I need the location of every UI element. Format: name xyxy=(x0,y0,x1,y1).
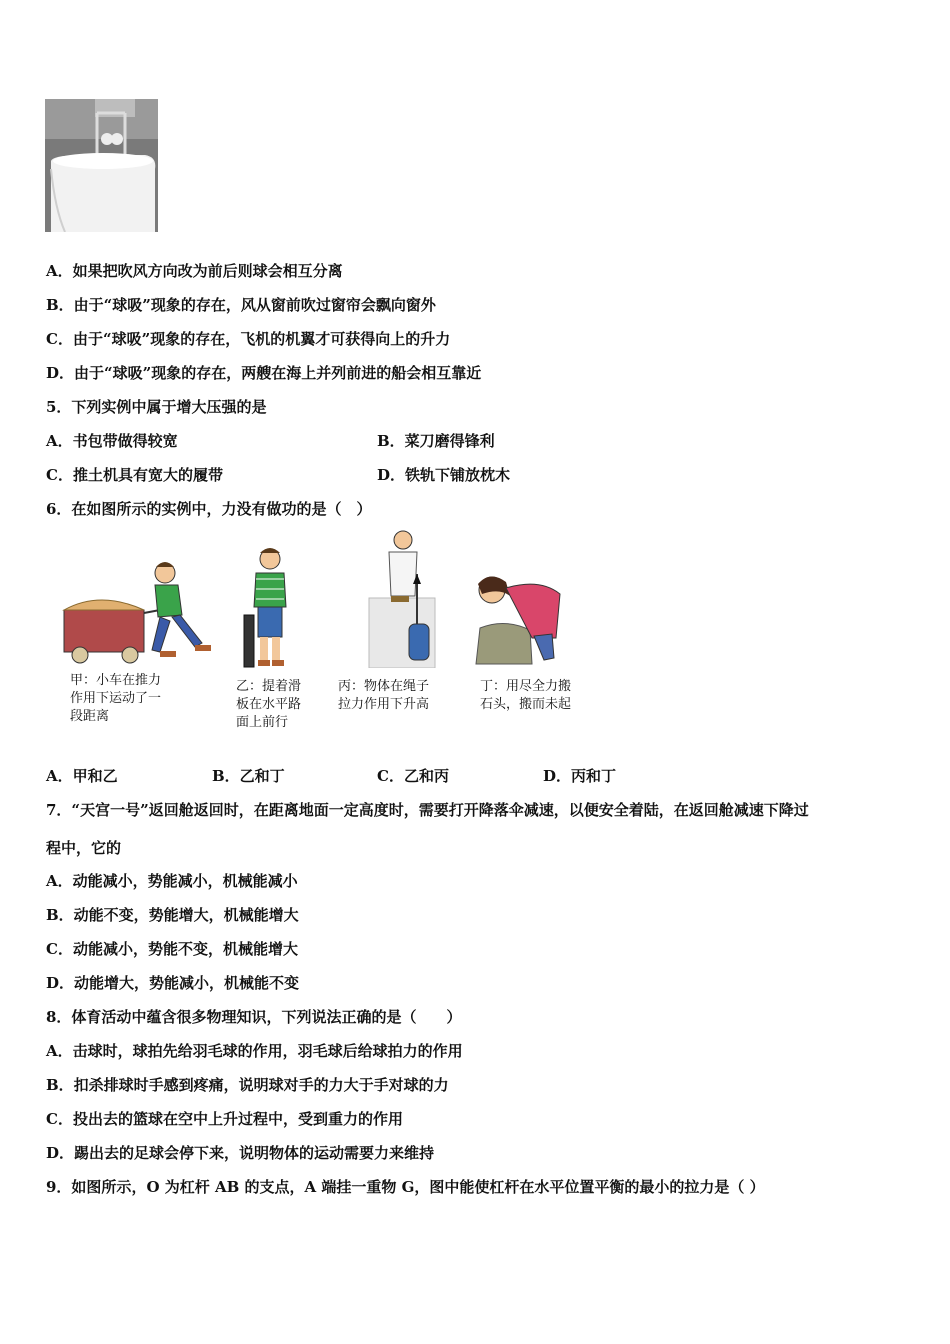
q5-option-a: A．书包带做得较宽 xyxy=(46,432,178,450)
q6-caption-jia-1: 甲：小车在推力 xyxy=(70,673,162,688)
q6-caption-yi-3: 面上前行 xyxy=(236,715,289,730)
q6-option-d: D．丙和丁 xyxy=(543,767,617,785)
lift-stone-figure xyxy=(460,568,570,668)
q7-option-c: C．动能减小，势能不变，机械能增大 xyxy=(46,940,298,958)
q6-caption-ding-1: 丁：用尽全力搬 xyxy=(480,679,572,694)
q8-option-d: D．踢出去的足球会停下来，说明物体的运动需要力来维持 xyxy=(46,1144,435,1162)
cart-push-figure xyxy=(60,555,220,665)
q5-option-c: C．推土机具有宽大的履带 xyxy=(46,466,223,484)
ball-suction-photo xyxy=(45,99,158,232)
q4-option-b: B．由于“球吸”现象的存在，风从窗前吹过窗帘会飘向窗外 xyxy=(46,296,436,314)
q5-option-d: D．铁轨下铺放枕木 xyxy=(377,466,511,484)
q8-option-c: C．投出去的篮球在空中上升过程中，受到重力的作用 xyxy=(46,1110,403,1128)
q6-option-c: C．乙和丙 xyxy=(377,767,449,785)
q7-stem-line2: 程中，它的 xyxy=(46,839,122,857)
q6-caption-jia-3: 段距离 xyxy=(70,709,110,724)
q5-stem: 5．下列实例中属于增大压强的是 xyxy=(46,398,267,416)
q6-stem: 6．在如图所示的实例中，力没有做功的是（ ） xyxy=(46,500,372,518)
q8-option-a: A．击球时，球拍先给羽毛球的作用，羽毛球后给球拍力的作用 xyxy=(46,1042,463,1060)
q7-option-a: A．动能减小，势能减小，机械能减小 xyxy=(46,872,298,890)
q6-option-b: B．乙和丁 xyxy=(212,767,285,785)
q7-option-b: B．动能不变，势能增大，机械能增大 xyxy=(46,906,299,924)
q7-option-d: D．动能增大，势能减小，机械能不变 xyxy=(46,974,300,992)
q7-stem-line1: 7．“天宫一号”返回舱返回时，在距离地面一定高度时，需要打开降落伞减速，以便安全着陆，在返回舱减速下降过 xyxy=(46,801,809,819)
q5-option-b: B．菜刀磨得锋利 xyxy=(377,432,495,450)
q4-option-c: C．由于“球吸”现象的存在，飞机的机翼才可获得向上的升力 xyxy=(46,330,451,348)
q6-caption-jia-2: 作用下运动了一 xyxy=(70,691,162,706)
q6-caption-ding-2: 石头，搬而未起 xyxy=(480,697,572,712)
q8-stem: 8．体育活动中蕴含很多物理知识，下列说法正确的是（ ） xyxy=(46,1008,462,1026)
q6-option-a: A．甲和乙 xyxy=(46,767,118,785)
q6-caption-bing-2: 拉力作用下升高 xyxy=(338,697,430,712)
rope-lift-figure xyxy=(365,528,440,668)
q4-option-d: D．由于“球吸”现象的存在，两艘在海上并列前进的船会相互靠近 xyxy=(46,364,482,382)
q8-option-b: B．扣杀排球时手感到疼痛，说明球对手的力大于手对球的力 xyxy=(46,1076,449,1094)
q9-stem: 9．如图所示，O 为杠杆 AB 的支点，A 端挂一重物 G，图中能使杠杆在水平位置平衡的最小的拉力是（ ） xyxy=(46,1178,765,1196)
q6-caption-yi-2: 板在水平路 xyxy=(236,697,302,712)
q4-option-a: A．如果把吹风方向改为前后则球会相互分离 xyxy=(46,262,343,280)
q6-caption-bing-1: 丙：物体在绳子 xyxy=(338,679,430,694)
q6-caption-yi-1: 乙：提着滑 xyxy=(236,679,302,694)
skateboard-carry-figure xyxy=(240,545,300,670)
